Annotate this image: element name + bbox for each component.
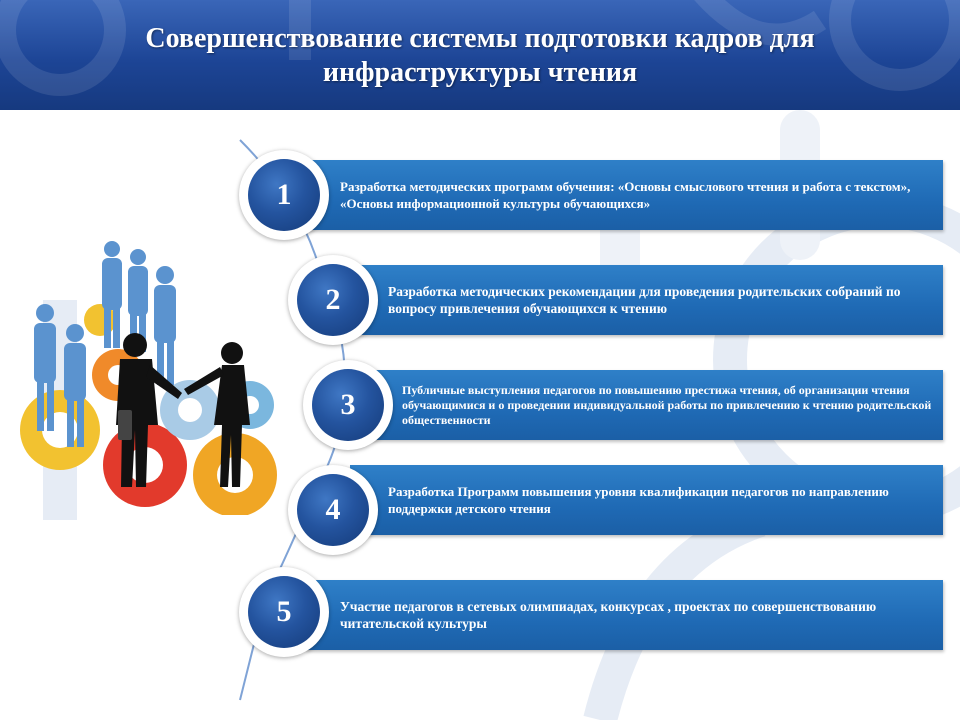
list-item-number-badge	[303, 360, 393, 450]
list-item	[305, 580, 943, 650]
title-line-2: инфраструктуры чтения	[322, 57, 638, 88]
list-item	[365, 370, 943, 440]
list-item-number-badge	[239, 150, 329, 240]
page-title	[0, 22, 960, 90]
list-item-number: 4	[297, 474, 369, 546]
list-item-number: 3	[312, 369, 384, 441]
list-item	[350, 265, 943, 335]
list-item-number: 1	[248, 159, 320, 231]
list-item-number: 2	[297, 264, 369, 336]
title-banner	[0, 0, 960, 110]
list-item-text: Участие педагогов в сетевых олимпиадах, конкурсах , проектах по совершенствованию читательской культуры	[340, 599, 877, 631]
list-item-number: 5	[248, 576, 320, 648]
list-item	[305, 160, 943, 230]
list-item-number-badge	[288, 465, 378, 555]
list-item-text: Разработка методических рекомендации для проведения родительских собраний по вопросу привлечения обучающихся к чтению	[388, 284, 901, 316]
list-item-text: Разработка Программ повышения уровня квалификации педагогов по направлению поддержки детского чтения	[388, 484, 889, 516]
list-item-text: Публичные выступления педагогов по повышению престижа чтения, об организации чтения обучающимися и о проведении индивидуальной работы по привлечению к чтению родительской общественности	[402, 382, 932, 427]
list-item-number-badge	[288, 255, 378, 345]
list-item-text: Разработка методических программ обучения: «Основы смыслового чтения и работа с текстом», «Основы информационной культуры обучающихся»	[340, 179, 911, 211]
list-item	[350, 465, 943, 535]
list-item-number-badge	[239, 567, 329, 657]
title-line-1: Совершенствование системы подготовки кадров для	[145, 23, 815, 54]
